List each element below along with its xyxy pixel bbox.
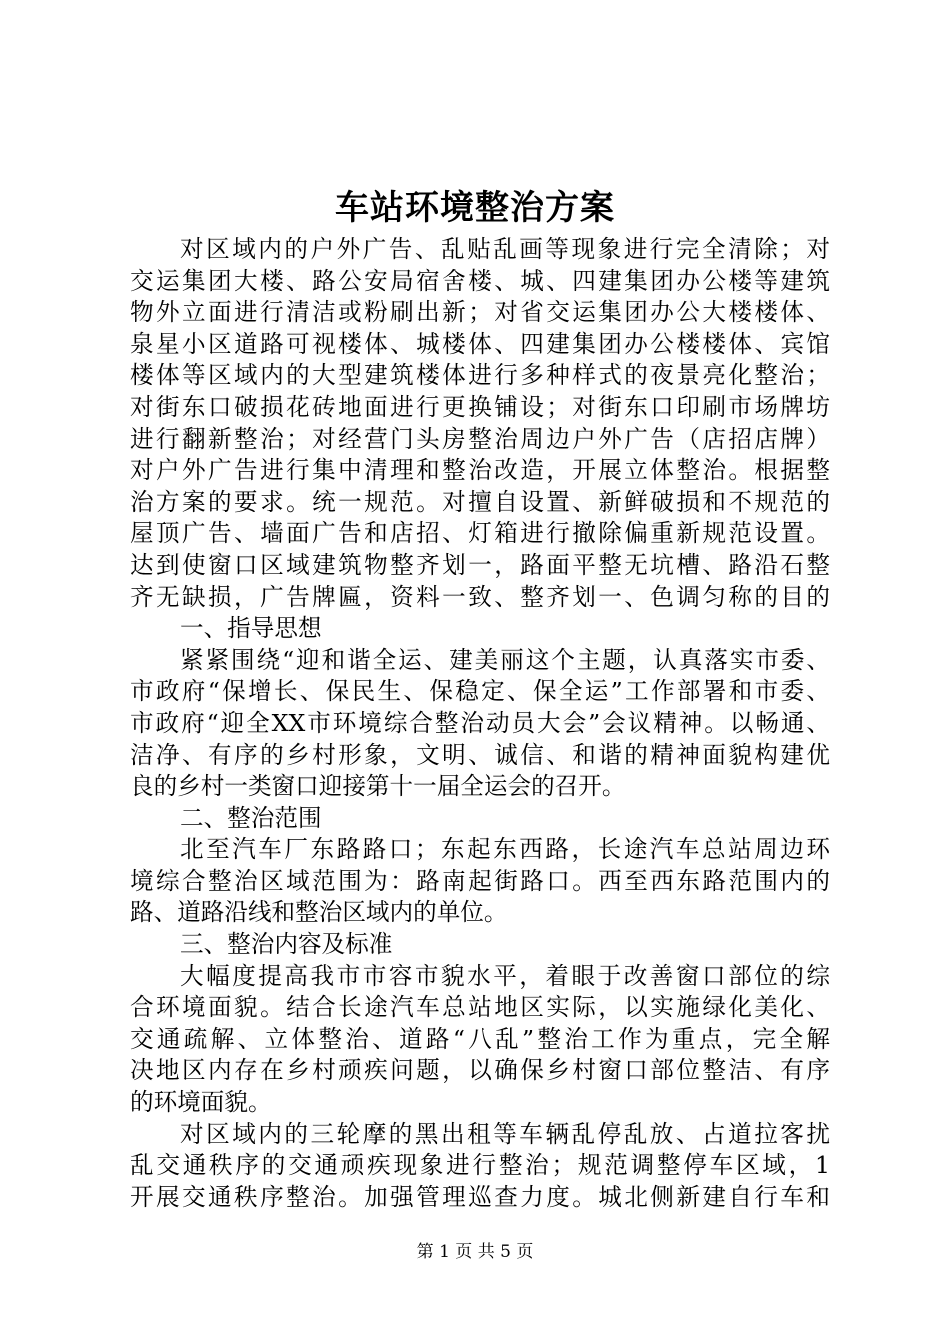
text-line: 合环境面貌。结合长途汽车总站地区实际，以实施绿化美化、	[130, 993, 830, 1022]
text-line: 对区域内的三轮摩的黑出租等车辆乱停乱放、占道拉客扰	[180, 1119, 830, 1148]
text-line: 乱交通秩序的交通顽疾现象进行整治；规范调整停车区域，1	[130, 1151, 830, 1180]
text-line: 良的乡村一类窗口迎接第十一届全运会的召开。	[130, 772, 626, 801]
text-line: 对区域内的户外广告、乱贴乱画等现象进行完全清除；对	[180, 235, 830, 263]
text-line: 大幅度提高我市市容市貌水平，着眼于改善窗口部位的综	[180, 961, 830, 990]
document-title: 车站环境整治方案	[335, 188, 615, 228]
text-line: 交通疏解、立体整治、道路“八乱”整治工作为重点，完全解	[130, 1024, 830, 1053]
text-line: 交运集团大楼、路公安局宿舍楼、城、四建集团办公楼等建筑	[130, 266, 830, 295]
text-line: 对街东口破损花砖地面进行更换铺设；对街东口印刷市场牌坊	[130, 392, 830, 421]
text-line: 市政府“迎全XX市环境综合整治动员大会”会议精神。以畅通、	[130, 708, 830, 737]
document-body	[130, 234, 830, 1213]
text-line: 达到使窗口区域建筑物整齐划一，路面平整无坑槽、路沿石整	[130, 550, 830, 579]
text-line: 路、道路沿线和整治区域内的单位。	[130, 898, 508, 927]
text-line: 的环境面貌。	[130, 1088, 272, 1117]
text-line: 决地区内存在乡村顽疾问题，以确保乡村窗口部位整洁、有序	[130, 1056, 830, 1085]
text-line: 洁净、有序的乡村形象，文明、诚信、和谐的精神面貌构建优	[130, 740, 830, 769]
text-line: 三、整治内容及标准	[180, 930, 393, 959]
text-line: 境综合整治区域范围为：路南起街路口。西至西东路范围内的	[130, 866, 830, 895]
text-line: 二、整治范围	[180, 803, 322, 832]
text-line: 治方案的要求。统一规范。对擅自设置、新鲜破损和不规范的	[130, 487, 830, 516]
text-line: 对户外广告进行集中清理和整治改造，开展立体整治。根据整	[130, 456, 830, 485]
text-line: 紧紧围绕“迎和谐全运、建美丽这个主题，认真落实市委、	[180, 645, 830, 674]
text-line: 北至汽车厂东路路口；东起东西路，长途汽车总站周边环	[180, 835, 830, 864]
text-line: 屋顶广告、墙面广告和店招、灯箱进行撤除偏重新规范设置。	[130, 519, 830, 548]
text-line: 泉星小区道路可视楼体、城楼体、四建集团办公楼楼体、宾馆	[130, 329, 830, 358]
text-line: 楼体等区域内的大型建筑楼体进行多种样式的夜景亮化整治；	[130, 361, 830, 390]
text-line: 进行翻新整治；对经营门头房整治周边户外广告（店招店牌）	[130, 424, 830, 453]
text-line: 一、指导思想	[180, 614, 322, 643]
page-footer: 第 1 页 共 5 页	[416, 1242, 534, 1262]
text-line: 开展交通秩序整治。加强管理巡查力度。城北侧新建自行车和	[130, 1182, 830, 1211]
text-line: 齐无缺损，广告牌匾，资料一致、整齐划一、色调匀称的目的	[130, 582, 830, 611]
text-line: 市政府“保增长、保民生、保稳定、保全运”工作部署和市委、	[130, 677, 830, 706]
text-line: 物外立面进行清洁或粉刷出新；对省交运集团办公大楼楼体、	[130, 298, 830, 327]
